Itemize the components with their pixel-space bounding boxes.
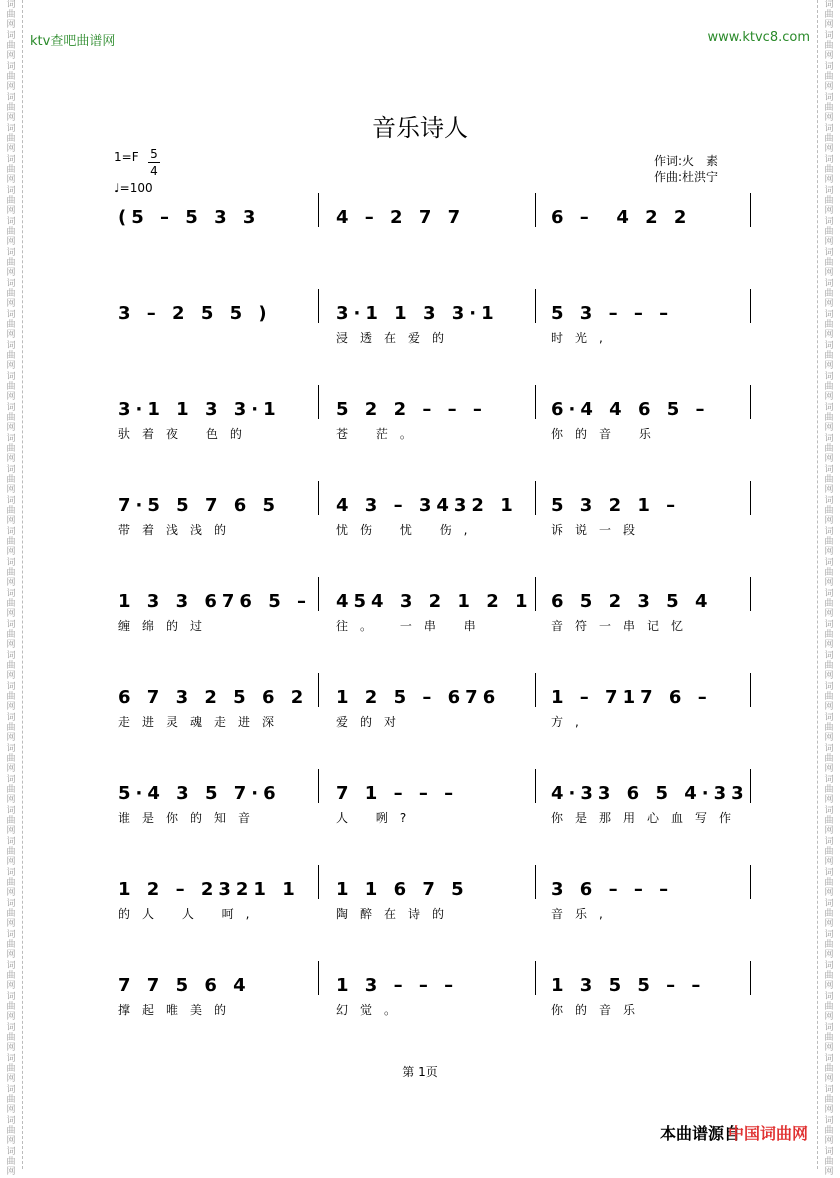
- score-row: [0, 879, 840, 939]
- measure-notes: 4 3 – 3432 1: [336, 495, 518, 516]
- measure-notes: 6 – 4 2 2: [551, 207, 692, 228]
- measure-notes: 3 – 2 5 5 ): [118, 303, 272, 324]
- measure-notes: 3·1 1 3 3·1: [118, 399, 281, 420]
- measure-lyrics: 缠绵的过: [118, 619, 215, 633]
- bar-line: [535, 289, 536, 323]
- measure-notes: 7 1 – – –: [336, 783, 459, 804]
- measure-notes: 7·5 5 7 6 5: [118, 495, 281, 516]
- time-signature: [148, 146, 160, 179]
- bar-line: [318, 481, 319, 515]
- bar-line: [750, 193, 751, 227]
- source-label: 本曲谱源自: [659, 1124, 740, 1143]
- bar-line: [318, 577, 319, 611]
- bar-line: [535, 769, 536, 803]
- measure-lyrics: 爱的对: [336, 715, 409, 729]
- measure-notes: 4·33 6 5 4·33: [551, 783, 749, 804]
- score-row: [0, 783, 840, 843]
- measure-notes: 1 – 717 6 –: [551, 687, 712, 708]
- bar-line: [318, 769, 319, 803]
- measure-notes: 6 7 3 2 5 6 2: [118, 687, 309, 708]
- bar-line: [750, 961, 751, 995]
- brand-name[interactable]: 中国词曲网: [727, 1124, 808, 1143]
- lyricist: 作词:火 素: [654, 154, 719, 168]
- measure-notes: 1 2 – 2321 1: [118, 879, 300, 900]
- measure-notes: 1 3 5 5 – –: [551, 975, 706, 996]
- key-signature: 1=F: [114, 150, 139, 164]
- measure-lyrics: 的人 人 呵,: [118, 907, 262, 921]
- bar-line: [535, 673, 536, 707]
- measure-lyrics: 带着浅浅的: [118, 523, 239, 537]
- measure-lyrics: 浸透在爱的: [336, 331, 457, 345]
- bar-line: [750, 289, 751, 323]
- bar-line: [535, 961, 536, 995]
- measure-notes: 7 7 5 6 4: [118, 975, 251, 996]
- bar-line: [318, 865, 319, 899]
- measure-notes: 6 5 2 3 5 4: [551, 591, 713, 612]
- measure-lyrics: 方,: [551, 715, 591, 729]
- bar-line: [750, 481, 751, 515]
- measure-lyrics: 幻觉。: [336, 1003, 409, 1017]
- measure-notes: 454 3 2 1 2 1: [336, 591, 533, 612]
- measure-notes: 1 1 6 7 5: [336, 879, 469, 900]
- measure-notes: 6·4 4 6 5 –: [551, 399, 710, 420]
- score-row: [0, 303, 840, 363]
- measure-notes: 1 2 5 – 676: [336, 687, 501, 708]
- site-name-left[interactable]: ktv查吧曲谱网: [30, 34, 116, 49]
- bar-line: [750, 673, 751, 707]
- bar-line: [318, 961, 319, 995]
- measure-lyrics: 谁是你的知音: [118, 811, 263, 825]
- measure-lyrics: 苍 茫。: [336, 427, 424, 441]
- time-top: 5: [150, 147, 158, 161]
- score-row: [0, 591, 840, 651]
- measure-lyrics: 忧伤 忧 伤,: [336, 523, 480, 537]
- measure-notes: 5 2 2 – – –: [336, 399, 487, 420]
- score-row: [0, 399, 840, 459]
- score-row: [0, 975, 840, 1035]
- left-border-strip: 词 曲 网 词 曲 网 词 曲 网 词 曲 网 词 曲 网 词 曲 网 词 曲 网 词 曲 网 词 曲 网 词 曲 网 词 曲 网 词 曲 网 词 曲 网 词 曲 网 词 曲 网 词 曲 网 词 曲 网 词 曲 网 词 曲 网 词 曲 网 词 曲 网 词 曲 网 词 曲 网 词 曲 网 词 曲 网 词 曲 网 词 曲 网 词 曲 网 词 曲 网 词 曲 网 词 曲 网 词 曲 网 词 曲 网 词 曲 网 词 曲 网 词 曲 网 词 曲 网 词 曲 网: [0, 0, 23, 1169]
- bar-line: [318, 673, 319, 707]
- measure-lyrics: 走进灵魂走进深: [118, 715, 287, 729]
- bar-line: [535, 193, 536, 227]
- bar-line: [750, 865, 751, 899]
- credits: [654, 153, 718, 185]
- bar-line: [750, 577, 751, 611]
- measure-notes: 5 3 2 1 –: [551, 495, 681, 516]
- bar-line: [318, 289, 319, 323]
- composer: 作曲:杜洪宁: [654, 170, 719, 184]
- measure-lyrics: 你是那用心血写作: [551, 811, 744, 825]
- page-number: 第 1页: [402, 1065, 438, 1079]
- bar-line: [535, 385, 536, 419]
- site-url-right[interactable]: www.ktvc8.com: [707, 30, 810, 45]
- time-bottom: 4: [150, 164, 158, 178]
- right-border-strip: 词 曲 网 词 曲 网 词 曲 网 词 曲 网 词 曲 网 词 曲 网 词 曲 网 词 曲 网 词 曲 网 词 曲 网 词 曲 网 词 曲 网 词 曲 网 词 曲 网 词 曲 网 词 曲 网 词 曲 网 词 曲 网 词 曲 网 词 曲 网 词 曲 网 词 曲 网 词 曲 网 词 曲 网 词 曲 网 词 曲 网 词 曲 网 词 曲 网 词 曲 网 词 曲 网 词 曲 网 词 曲 网 词 曲 网 词 曲 网 词 曲 网 词 曲 网 词 曲 网 词 曲 网: [817, 0, 840, 1169]
- measure-lyrics: 人 咧?: [336, 811, 419, 825]
- bar-line: [535, 481, 536, 515]
- measure-notes: 5·4 3 5 7·6: [118, 783, 281, 804]
- score-row: [0, 207, 840, 267]
- bar-line: [750, 385, 751, 419]
- measure-lyrics: 你的音乐: [551, 1003, 648, 1017]
- measure-lyrics: 诉说一段: [551, 523, 648, 537]
- measure-lyrics: 撑起唯美的: [118, 1003, 239, 1017]
- measure-lyrics: 时光,: [551, 331, 615, 345]
- measure-notes: 1 3 – – –: [336, 975, 459, 996]
- measure-notes: (5 – 5 3 3: [118, 207, 261, 228]
- measure-notes: 1 3 3 676 5 –: [118, 591, 312, 612]
- measure-notes: 3·1 1 3 3·1: [336, 303, 499, 324]
- score-row: [0, 687, 840, 747]
- measure-notes: 4 – 2 7 7: [336, 207, 466, 228]
- bar-line: [318, 193, 319, 227]
- measure-notes: 3 6 – – –: [551, 879, 674, 900]
- measure-lyrics: 往。 一串 串: [336, 619, 488, 633]
- measure-notes: 5 3 – – –: [551, 303, 674, 324]
- song-title: 音乐诗人: [372, 114, 468, 142]
- measure-lyrics: 驮着夜 色的: [118, 427, 254, 441]
- bar-line: [535, 577, 536, 611]
- measure-lyrics: 音符一串记忆: [551, 619, 696, 633]
- bar-line: [318, 385, 319, 419]
- bar-line: [750, 769, 751, 803]
- measure-lyrics: 你的音 乐: [551, 427, 663, 441]
- tempo-marking: ♩=100: [114, 181, 153, 195]
- score-row: [0, 495, 840, 555]
- measure-lyrics: 音乐,: [551, 907, 615, 921]
- measure-lyrics: 陶醉在诗的: [336, 907, 457, 921]
- bar-line: [535, 865, 536, 899]
